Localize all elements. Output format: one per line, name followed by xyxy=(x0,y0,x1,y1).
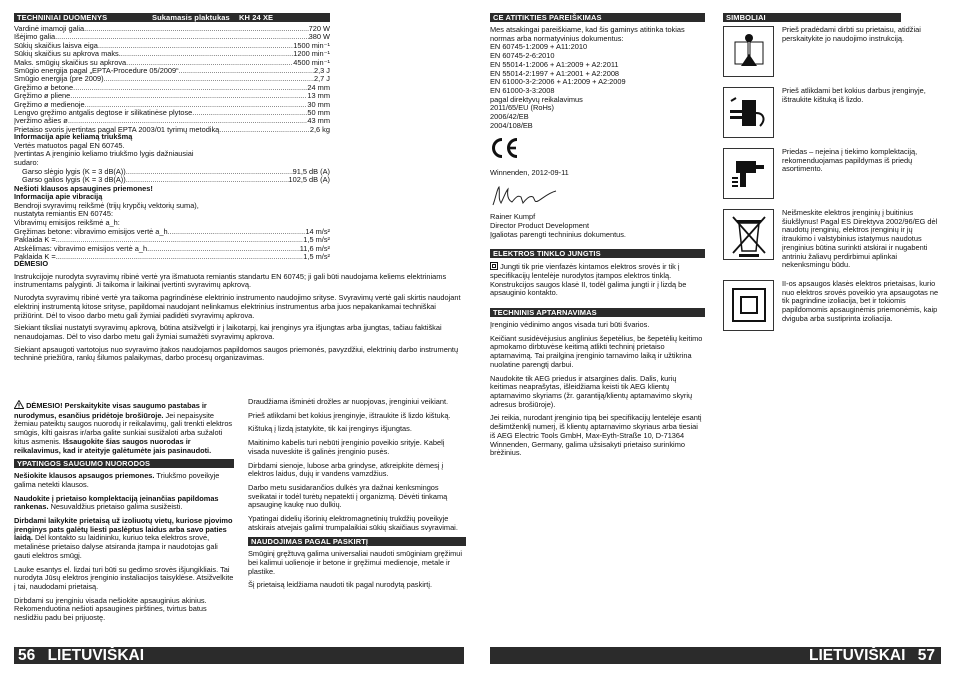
para-text: Lauke esantys el. lizdai turi būti su gedimo srovės išjungikliais. Tai nurodyta Jūsų elektros įrenginio instaliacijos taisyklėse. Atsižvelkite į tai, naudodami prietaisą. xyxy=(14,564,234,591)
row-leader xyxy=(147,245,300,253)
row-leader xyxy=(168,228,306,236)
safety-paragraph xyxy=(14,472,234,489)
symbol-row xyxy=(723,209,941,270)
vibration-section xyxy=(14,193,330,261)
noise-intro-line: Įvertintas A įrenginio keliamo triukšmo lygis dažniausiai xyxy=(14,149,194,159)
row-leader xyxy=(55,33,309,41)
tech-data-model: KH 24 XE xyxy=(236,13,330,22)
ce-place-date: Winnenden, 2012-09-11 xyxy=(490,168,569,178)
row-leader xyxy=(85,101,308,109)
signature-image xyxy=(490,183,705,211)
row-label: Įveržimo ašies ø xyxy=(14,117,68,126)
row-value: 2,3 J xyxy=(313,67,330,76)
vibration-title: Informacija apie vibraciją xyxy=(14,192,103,201)
ce-line: EN 55014-1:2006 + A1:2009 + A2:2011 xyxy=(490,59,619,69)
row-value: 2,7 J xyxy=(313,75,330,84)
attention-paragraph: Instrukcijoje nurodyta svyravimų ribinė vertė yra išmatuota remiantis standartu EN 60745; ji gali būti naudojama keliems elektriniams instrumentams palyginti. Ji taikoma ir laikinai įvertinti svyravimų apkrovą. xyxy=(14,271,447,290)
tech-data-title: TECHNINIAI DUOMENYS xyxy=(17,13,108,22)
row-leader xyxy=(179,67,314,75)
noise-title: Informacija apie keliamą triukšmą xyxy=(14,132,133,141)
plug-text-body: Jungti tik prie vienfazės kintamos elektros srovės ir tik į specifikacijų lentelėje nurodytos įtampos elektros tinklą. Konstrukcijos saugos klasė II, todėl galima jungti ir į lizdą be apsauginio kontakto. xyxy=(490,262,687,298)
spec-row xyxy=(14,59,330,67)
row-label: Gręžimo ø pliene xyxy=(14,92,71,101)
row-leader xyxy=(121,50,293,58)
row-label: Prietaiso svoris įvertintas pagal EPTA 2003/01 tyrimų metodiką xyxy=(14,125,220,134)
symbol-text: Priedas – neįeina į tiekimo komplektaciją, rekomenduojamas papildymas iš priedų asortimento. xyxy=(782,147,918,174)
symbol-row xyxy=(723,148,941,199)
noise-row xyxy=(22,168,330,176)
warning-body: Jei nepaisysite žemiau pateiktų saugos nuorodų ir reikalavimų, gali trenkti elektros smūgis, kilti gaisras ir/arba galite sunkiai susižaloti arba sužaloti kitus asmenis. xyxy=(14,410,233,446)
row-label: Vardinė imamoji galia xyxy=(14,25,85,33)
weee-bin-icon xyxy=(723,209,774,260)
tech-data-product: Sukamasis plaktukas xyxy=(152,13,230,22)
spec-row xyxy=(14,33,330,41)
usage-header: NAUDOJIMAS PAGAL PASKIRTĮ xyxy=(248,537,466,546)
row-value: 380 W xyxy=(308,33,330,42)
safety-paragraph xyxy=(14,517,234,561)
symbols-list xyxy=(723,26,941,331)
general-paragraph: Kištuką į lizdą įstatykite, tik kai įrenginys išjungtas. xyxy=(248,424,412,434)
warning-box xyxy=(14,400,234,455)
page-number-left: 56 xyxy=(18,647,36,664)
noise-warning: Nešioti klausos apsaugines priemones! xyxy=(14,183,153,193)
symbol-text: Neišmeskite elektros įrenginių į buitinius šiukšlynus! Pagal ES Direktyva 2002/96/EG dėl naudotų įrenginių, elektros įrenginių ir jų itraukimo i valstybinius istatymus naudotus įrenginius būtina surinkti atskirai ir nugabenti antriniu žaliavų perdirbimui aplinkai nekenksmingu būdu. xyxy=(782,208,938,270)
para-text: Naudokite tik AEG priedus ir atsargines dalis. Dalis, kurių keitimas neaprašytas, išleidžiama keisti tik AEG klientų aptarnavimo skyriams (žr. garantiją/klientų aptarnavimo skyrių adresus brošiūroje). xyxy=(490,373,693,409)
maintenance-paragraph xyxy=(490,335,705,370)
row-label: Atskėlimas: vibravimo emisijos vertė a_h xyxy=(14,244,148,253)
ce-standards xyxy=(490,26,705,130)
ce-line: 2011/65/EU (RoHs) xyxy=(490,103,554,113)
row-value: 2,6 kg xyxy=(309,125,330,134)
row-leader xyxy=(68,117,308,125)
attention-paragraph: Siekiant tiksliai nustatyti svyravimų apkrovą, būtina atsižvelgti ir į laikotarpį, kai įrenginys yra išjungtas arba įjungtas, tačiau faktiškai nenaudojamas. Dėl to viso darbo metu gali žymiai sumažėti svyravimų apkrova. xyxy=(14,323,442,341)
ce-mark-icon xyxy=(490,137,705,164)
row-label: Gręžimas betone: vibravimo emisijos vertė a_h xyxy=(14,227,168,236)
safety-paragraph xyxy=(14,566,234,592)
general-paragraph: Maitinimo kabelis turi nebūti įrenginio poveikio srityje. Kabelį visada nuveskite iš galinės įrenginio pusės. xyxy=(248,438,445,456)
row-label: Paklaida K = xyxy=(14,236,56,245)
footer-left xyxy=(14,647,464,664)
maintenance-paragraph xyxy=(490,375,705,410)
para-bold: Nešiokite klausos apsaugos priemones. xyxy=(14,471,155,481)
row-leader xyxy=(126,59,293,67)
warning-lead: DĖMESIO! Perskaitykite visas saugumo pastabas ir nurodymus, esančius pridėtoje brošiūroje. xyxy=(14,401,207,420)
safety-paragraph xyxy=(14,495,234,512)
ce-line: EN 61000-3-2:2006 + A1:2009 + A2:2009 xyxy=(490,77,626,87)
spec-row xyxy=(14,42,330,50)
noise-section xyxy=(14,133,330,193)
vibration-row xyxy=(14,228,330,236)
warning-keep: Išsaugokite šias saugos nuorodas ir reikalavimus, kad ir ateityje galėtumėte jais pasinaudoti. xyxy=(14,436,212,455)
usage-paragraph: Smūginį gręžtuvą galima universaliai naudoti smūginiam gręžimui bei kalimui uolienoje ir betone ir gręžimui medienoje, metale ir plastike. xyxy=(248,549,463,576)
row-leader xyxy=(56,236,304,244)
row-value: 50 mm xyxy=(307,109,330,118)
row-leader xyxy=(98,42,293,50)
row-value: 1,5 m/s² xyxy=(303,253,330,262)
tech-data-header xyxy=(14,13,236,22)
ce-line: 2004/108/EB xyxy=(490,120,533,130)
read-manual-icon xyxy=(723,26,774,77)
spec-row xyxy=(14,92,330,100)
language-label-right: LIETUVIŠKAI xyxy=(808,647,906,664)
maintenance-paragraph xyxy=(490,414,705,458)
row-label: Gręžimo ø medienoje xyxy=(14,100,85,109)
row-label: Sūkių skaičius su apkrova maks. xyxy=(14,50,121,59)
row-label: Maks. smūgių skaičius su apkrova xyxy=(14,58,127,67)
attention-paragraphs xyxy=(14,273,464,363)
attention-paragraph: Siekiant apsaugoti vartotojus nuo svyravimo įtakos naudojamos papildomos saugos priemonės, pavyzdžiui, elektrinių darbo instrumentų techninė priežiūra, rankų šilumos palaikymas, darbo procesų organizavimas. xyxy=(14,344,459,363)
row-value: 1500 min⁻¹ xyxy=(293,41,330,50)
symbol-text: Prieš atlikdami bet kokius darbus įrenginyje, ištraukite kištuką iš lizdo. xyxy=(782,86,926,104)
safety-header: YPATINGOS SAUGUMO NUORODOS xyxy=(14,459,234,468)
row-value: 1,5 m/s² xyxy=(303,236,330,245)
row-leader xyxy=(70,92,307,100)
symbol-text: II-os apsaugos klasės elektros prietaisas, kurio nuo elektros srovės poveikio yra apsaugotas ne tik pagrindine izoliacija, bet ir tokiomis papildomomis apsauginėmis priemonėmis, kaip dviguba arba sustiprinta izoliacija. xyxy=(782,278,939,323)
maintenance-paragraphs xyxy=(490,321,705,458)
row-value: 43 mm xyxy=(307,117,330,126)
accessory-icon xyxy=(723,148,774,199)
para-text: Įrenginio vėdinimo angos visada turi būti švarios. xyxy=(490,320,650,330)
row-label: Garso galios lygis (K = 3 dB(A)) xyxy=(22,176,126,185)
row-leader xyxy=(84,25,309,33)
row-value: 24 mm xyxy=(307,83,330,92)
general-paragraph: Dirbdami sienoje, lubose arba grindyse, atkreipkite dėmesį į elektros laidus, dujų ir vandens vamzdžius. xyxy=(248,460,444,479)
noise-intro-line: Vertės matuotos pagal EN 60745. xyxy=(14,140,125,150)
row-value: 4500 min⁻¹ xyxy=(293,58,330,67)
vibration-intro-line: nustatyta remiantis EN 60745: xyxy=(14,209,114,219)
usage-paragraph: Šį prietaisą leidžiama naudoti tik pagal nurodytą paskirtį. xyxy=(248,579,433,589)
class-ii-small-icon xyxy=(490,262,498,270)
ce-line: 2006/42/EB xyxy=(490,112,529,122)
para-text: Jei reikia, nurodant įrenginio tipą bei specifikacijų lentelėje esantį dešimtženklį numerį, iš klientų aptarnavimo skyriaus arba tiesiai iš AEG Electric Tools GmbH, Max-Eyth-Straße 10, D-71364 Winnenden, Germany, galima užsisakyti prietaiso surinkimo brėžinius. xyxy=(490,413,702,458)
ce-authorized: Įgaliotas parengti techninius dokumentus. xyxy=(490,229,626,239)
para-text: Nesuvaldžius prietaiso galima susižeisti. xyxy=(48,502,183,512)
usage-paragraphs xyxy=(248,550,466,589)
para-text: Dėl kontakto su laidininku, kuriuo teka elektros srovė, metalinėse prietaiso dalyse atsiranda įtampa ir naudotojas gali gauti elektros smūgį. xyxy=(14,533,218,560)
safety-paragraphs xyxy=(14,472,234,623)
row-leader xyxy=(104,75,314,83)
row-leader xyxy=(126,168,293,176)
row-value: 102,5 dB (A) xyxy=(288,176,330,185)
row-label: Išėjimo galia xyxy=(14,33,56,42)
symbol-row xyxy=(723,87,941,138)
row-value: 14 m/s² xyxy=(305,227,330,236)
spec-row xyxy=(14,84,330,92)
page-number-right: 57 xyxy=(917,647,935,664)
class-ii-icon xyxy=(723,280,774,331)
spec-row xyxy=(14,101,330,109)
language-label-left: LIETUVIŠKAI xyxy=(47,647,145,664)
general-paragraph: Draudžiama išminėti drožles ar nuopjovas, įrenginiui veikiant. xyxy=(248,397,449,406)
vibration-intro-line: Vibravimų emisijos reikšmė a_h: xyxy=(14,218,120,228)
para-bold: Dirbdami laikykite prietaisą už izoliuotų vietų, kuriose pjovimo įrenginys pats galėtų liesti paslėptus laidus arba savo paties laidą. xyxy=(14,516,233,543)
plug-text xyxy=(490,262,705,298)
footer-right xyxy=(490,647,941,664)
para-text: Dirbdami su įrenginiu visada nešiokite apsauginius akinius. Rekomenduotina nešioti apsaugines pirštines, tvirtus batus neslidžiu padu bei prijuostę. xyxy=(14,595,207,623)
row-value: 1200 min⁻¹ xyxy=(293,50,330,59)
para-text: Triukšmo poveikyje galima netekti klausos. xyxy=(14,471,220,489)
vibration-intro-line: Bendroji svyravimų reikšmė (trijų krypčių vektorių suma), xyxy=(14,200,199,210)
spec-row xyxy=(14,25,330,33)
safety-column xyxy=(14,400,234,628)
right-page xyxy=(477,0,954,677)
unplug-icon xyxy=(723,87,774,138)
row-value: 13 mm xyxy=(307,92,330,101)
ce-column xyxy=(490,13,705,463)
noise-values xyxy=(14,168,330,185)
ce-line: EN 61000-3-3:2008 xyxy=(490,85,555,95)
general-paragraphs xyxy=(248,398,466,532)
general-paragraph: Darbo metu susidarančios dulkės yra dažnai kenksmingos sveikatai ir todėl turėtų nepatekti į organizmą. Dėvėti tinkamą apsauginę kaukę nuo dulkių. xyxy=(248,482,448,510)
symbols-header: SIMBOLIAI xyxy=(723,13,901,22)
attention-section xyxy=(14,260,464,367)
row-label: Gręžimo ø betone xyxy=(14,83,74,92)
spec-row xyxy=(14,117,330,125)
ce-line: EN 55014-2:1997 + A1:2001 + A2:2008 xyxy=(490,68,620,78)
ce-header: CE ATITIKTIES PAREIŠKIMAS xyxy=(490,13,705,22)
row-leader xyxy=(192,109,307,117)
row-label: Paklaida K = xyxy=(14,253,56,262)
spec-row xyxy=(14,50,330,58)
general-paragraph: Ypatingai didelių išorinių elektromagnetinių trukdžių poveikyje atskirais atvejais galimi trumpalaikiai sūkių skaičiaus svyravimai. xyxy=(248,514,458,532)
ce-line: EN 60745-2-6:2010 xyxy=(490,51,555,61)
vibration-intro xyxy=(14,202,330,228)
noise-intro xyxy=(14,142,330,168)
tech-specs-list xyxy=(14,25,330,134)
safety-paragraph xyxy=(14,597,234,623)
para-text: Keičiant susidėvėjusius anglinius šepetėlius, be šepetėlių keitimo apmokamo dirbtuvėse keitimą atlikti techninį prietaiso aptarnavimą. Tai prailgina įrenginio tarnavimo laiką ir užtikrina nuolatine parengtį darbui. xyxy=(490,333,703,369)
spec-row xyxy=(14,75,330,83)
para-bold: Naudokite į prietaiso komplektaciją įeinančias papildomas rankenas. xyxy=(14,493,219,512)
plug-header: ELEKTROS TINKLO JUNGTIS xyxy=(490,249,705,258)
tech-data-section xyxy=(14,13,236,22)
row-value: 720 W xyxy=(308,25,330,33)
general-paragraph: Prieš atlikdami bet kokius įrenginyje, ištraukite iš lizdo kištuką. xyxy=(248,410,451,420)
row-leader xyxy=(73,84,307,92)
vibration-row xyxy=(14,245,330,253)
spec-row xyxy=(14,109,330,117)
row-value: 91,5 dB (A) xyxy=(292,167,330,176)
spec-row xyxy=(14,67,330,75)
row-value: 11,6 m/s² xyxy=(299,244,330,253)
symbols-column xyxy=(723,13,941,341)
ce-line: pagal direktyvų reikalavimus xyxy=(490,94,583,104)
ce-signer-title: Director Product Development xyxy=(490,220,589,230)
attention-paragraph: Nurodyta svyravimų ribinė vertė yra taikoma pagrindinėse elektrinio instrumento naudojimo srityse. Svyravimų vertė gali skirtis naudojant elektrinį instrumentą kitose srityse, papildomai naudojant nelinkamus elektrinius instrumentus arba juos nepakankamai techniškai prižiūrint. Dėl to visoo darbo metu gali žymiai padidėti svyravimų apkrova. xyxy=(14,293,461,320)
row-value: 30 mm xyxy=(307,100,330,109)
row-label: Garso slėgio lygis (K = 3 dB(A)) xyxy=(22,167,126,176)
general-column xyxy=(248,398,466,593)
row-label: Sūkių skaičius laisva eiga xyxy=(14,41,98,50)
maintenance-header: TECHNINIS APTARNAVIMAS xyxy=(490,308,705,317)
symbol-row xyxy=(723,280,941,331)
ce-signer-name: Rainer Kumpf xyxy=(490,212,536,222)
symbol-row xyxy=(723,26,941,77)
ce-line: Mes atsakingai pareiškiame, kad šis gaminys atitinka tokias normas arba normatyvinius dokumentus: xyxy=(490,25,685,43)
vibration-row xyxy=(14,236,330,244)
row-label: Smūgio energija pagal „EPTA-Procedure 05/2009“ xyxy=(14,67,179,76)
row-label: Lengvo gręžimo antgalis degtose ir silikatinėse plytose xyxy=(14,109,193,118)
vibration-values xyxy=(14,228,330,262)
symbol-text: Prieš pradėdami dirbti su prietaisu, atidžiai perskaitykite jo naudojimo instrukciją. xyxy=(782,25,921,43)
row-label: Smūgio energija (pre 2009) xyxy=(14,75,104,84)
maintenance-paragraph xyxy=(490,321,705,330)
attention-title: DĖMESIO xyxy=(14,259,49,268)
noise-intro-line: sudaro: xyxy=(14,158,39,168)
ce-line: EN 60745-1:2009 + A11:2010 xyxy=(490,42,588,52)
